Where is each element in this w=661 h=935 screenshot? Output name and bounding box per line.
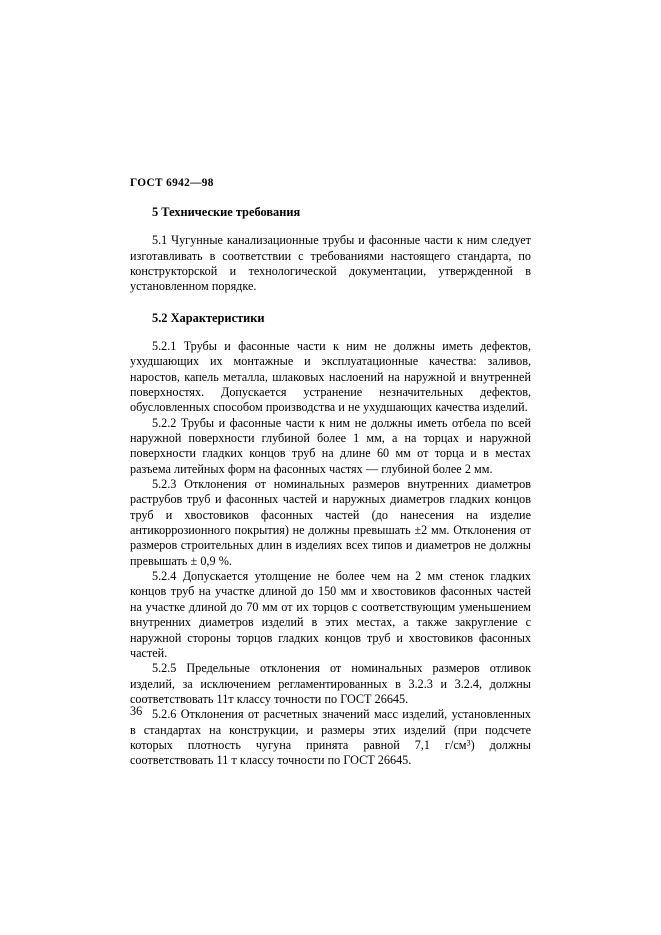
paragraph-5-2-1: 5.2.1 Трубы и фасонные части к ним не должны иметь дефектов, ухудшающих их монтажные и эксплуатационные качества: заливов, наростов, капель металла, шлаковых наслоений на наружной и внутренней поверхностях. Допускается устранение незначительных дефектов, обусловленных способом производства и не ухудшающих качества изделий. <box>130 338 531 415</box>
paragraph-5-2-2: 5.2.2 Трубы и фасонные части к ним не должны иметь отбела по всей наружной поверхности глубиной более 1 мм, а на торцах и наружной поверхности гладких концов труб на длине 60 мм от торца и в местах разъема литейных форм на фасонных частях — глубиной более 2 мм. <box>130 415 531 476</box>
running-head: ГОСТ 6942—98 <box>130 177 214 189</box>
paragraph-5-2-3: 5.2.3 Отклонения от номинальных размеров внутренних диаметров раструбов труб и фасонных частей и наружных диаметров гладких концов труб и хвостовиков фасонных частей (до нанесения на изделие антикоррозионного покрытия) не должны превышать ±2 мм. Отклонения от размеров строительных длин в изделиях всех типов и диаметров не должны превышать ± 0,9 %. <box>130 477 531 568</box>
paragraph-5-1: 5.1 Чугунные канализационные трубы и фасонные части к ним следует изготавливать в соответствии с требованиями настоящего стандарта, по конструкторской и технологической документации, утвержденной в установленном порядке. <box>130 233 531 294</box>
density-unit-exponent: 3 <box>466 738 471 748</box>
paragraph-5-2-6 <box>130 707 531 768</box>
page-text-block <box>130 176 531 769</box>
paragraph-5-2-6-text-after-superscript: ) должны соответствовать 11 т классу точности по ГОСТ 26645. <box>130 737 531 768</box>
paragraph-5-2-4: 5.2.4 Допускается утолщение не более чем на 2 мм стенок гладких концов труб на участке длиной до 150 мм и хвостовиков фасонных частей на участке длиной до 70 мм от их торцов с соответствующим уменьшением внутренних диаметров изделий в этих местах, а также закругление с наружной стороны торцов гладких концов труб и хвостовиков фасонных частей. <box>130 569 531 660</box>
paragraph-5-2-5: 5.2.5 Предельные отклонения от номинальных размеров отливок изделий, за исключением регламентированных в 3.2.3 и 3.2.4, должны соответствовать 11т классу точности по ГОСТ 26645. <box>130 661 531 706</box>
page-number: 36 <box>130 704 143 718</box>
section-heading-5: 5 Технические требования <box>152 205 301 219</box>
section-heading-5-2: 5.2 Характеристики <box>152 310 265 325</box>
paragraph-5-2-6-text-before-superscript: 5.2.6 Отклонения от расчетных значений масс изделий, установленных в стандартах на конструкции, и размеры этих изделий (при подсчете которых плотность чугуна принята равной 7,1 г/см <box>130 707 531 752</box>
